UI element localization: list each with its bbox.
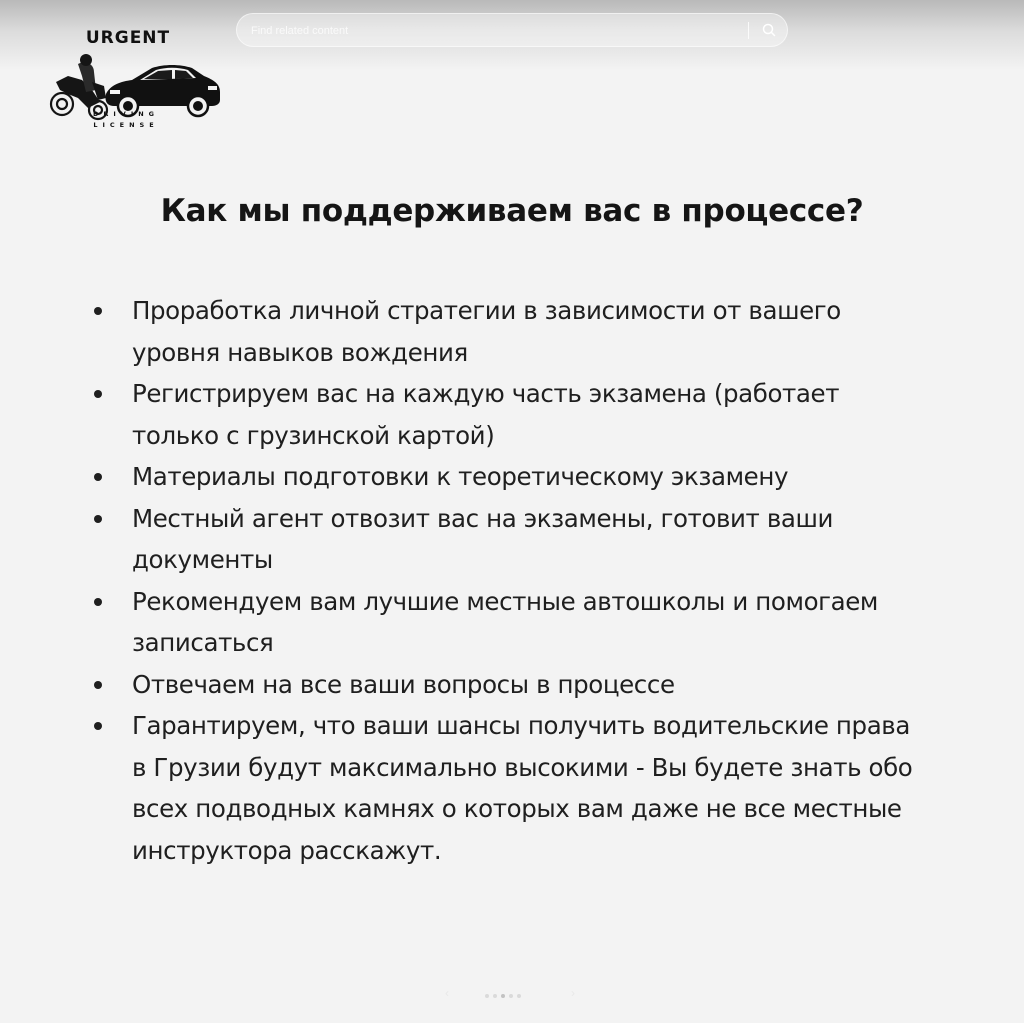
bullet-dot-icon — [94, 598, 102, 606]
bullet-dot-icon — [94, 473, 102, 481]
bullet-item — [92, 456, 922, 498]
search-icon — [755, 17, 783, 43]
bullet-text: Местный агент отвозит вас на экзамены, готовит ваши документы — [132, 503, 834, 574]
search-input[interactable] — [249, 14, 743, 48]
bullet-item — [92, 290, 922, 373]
bullet-dot-icon — [94, 390, 102, 398]
bullet-text: Материалы подготовки к теоретическому экзамену — [132, 462, 789, 491]
search-divider — [748, 22, 749, 39]
bullet-dot-icon — [94, 515, 102, 523]
slide-title: Как мы поддерживаем вас в процессе? — [160, 193, 864, 229]
bullet-dot-icon — [94, 722, 102, 730]
bullet-text: Регистрируем вас на каждую часть экзамена (работает только с грузинской картой) — [132, 379, 840, 450]
logo-subtitle-driving: DRIVING — [92, 110, 160, 118]
bullet-item — [92, 373, 922, 456]
support-bullet-list — [92, 290, 922, 871]
bullet-text: Рекомендуем вам лучшие местные автошколы и помогаем записаться — [132, 586, 879, 657]
pager-dot[interactable] — [493, 994, 497, 998]
bullet-text: Гарантируем, что ваши шансы получить водительские права в Грузии будут максимально высокими - Вы будете знать обо всех подводных камнях о которых вам даже не все местные инструктора расскажут. — [132, 711, 913, 865]
bullet-item — [92, 705, 922, 871]
brand-logo — [48, 28, 224, 138]
chevron-right-icon[interactable]: › — [571, 986, 575, 1000]
bullet-text: Отвечаем на все ваши вопросы в процессе — [132, 669, 675, 699]
logo-wordmark: URGENT — [85, 28, 171, 48]
bullet-item — [92, 581, 922, 664]
slide-pager — [445, 986, 581, 1002]
pager-dots — [485, 994, 521, 998]
chevron-left-icon[interactable]: ‹ — [445, 986, 449, 1000]
bullet-dot-icon — [94, 307, 102, 315]
pager-dot[interactable] — [501, 994, 505, 998]
bullet-item — [92, 498, 922, 581]
search-button[interactable] — [755, 17, 783, 43]
pager-dot[interactable] — [485, 994, 489, 998]
bullet-text: Проработка личной стратегии в зависимости от вашего уровня навыков вождения — [132, 296, 841, 367]
pager-dot[interactable] — [509, 994, 513, 998]
logo-subtitle-license: LICENSE — [93, 121, 159, 129]
pager-dot[interactable] — [517, 994, 521, 998]
bullet-dot-icon — [94, 681, 102, 689]
search-bar — [236, 13, 788, 47]
bullet-item — [92, 664, 922, 706]
